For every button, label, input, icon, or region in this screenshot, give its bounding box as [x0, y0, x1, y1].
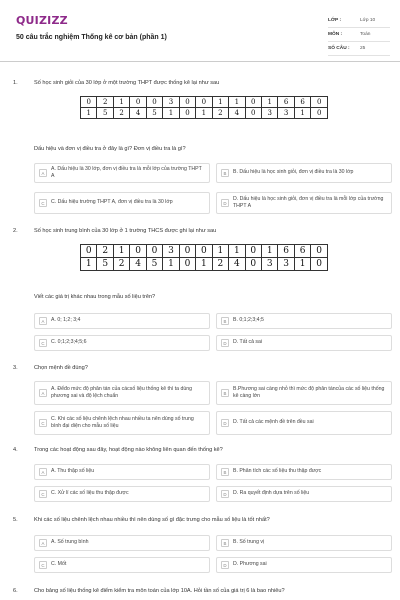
table-cell: 1 [261, 245, 277, 258]
question-text: Số học sinh giỏi của 30 lớp ở một trường THPT được thống kê lại như sau [34, 80, 220, 86]
table-cell: 1 [212, 97, 228, 108]
table-cell: 1 [81, 108, 97, 119]
quizizz-logo: QUIZIZZ [16, 14, 68, 27]
table-cell: 2 [212, 258, 228, 271]
option-letter: C [39, 199, 47, 207]
table-cell: 1 [261, 97, 277, 108]
table-cell: 3 [261, 108, 277, 119]
table-cell: 2 [113, 108, 129, 119]
option-letter: A [39, 468, 47, 476]
table-cell: 0 [245, 258, 261, 271]
table-cell: 0 [311, 245, 328, 258]
table-cell: 6 [278, 97, 294, 108]
table-cell: 1 [196, 108, 212, 119]
question-text: Khi các số liệu chênh lệch nhau nhiều thì nên dùng số gì đặc trưng cho mẫu số liệu là tốt nhất? [34, 517, 270, 523]
option-b[interactable]: B B. 0;1;2;3;4;5 [216, 313, 392, 329]
table-cell: 5 [97, 108, 113, 119]
worksheet-title: 50 câu trắc nghiệm Thống kê cơ bản (phần 1) [16, 34, 167, 41]
option-letter: A [39, 317, 47, 325]
table-cell: 5 [146, 258, 162, 271]
table-cell: 4 [130, 258, 146, 271]
option-letter: B [221, 317, 229, 325]
meta-row-count: SỐ CÂU : 25 [328, 42, 390, 56]
question-number: 6. [13, 588, 18, 594]
table-cell: 4 [130, 108, 146, 119]
question-number: 1. [13, 80, 18, 86]
option-c[interactable]: C C. Mốt [34, 557, 210, 573]
table-cell: 1 [163, 108, 179, 119]
question-text: Chọn mệnh đề đúng? [34, 365, 88, 371]
table-row [81, 258, 328, 271]
option-d[interactable]: D D. Dấu hiệu là học sinh giỏi, đơn vị điều tra là mỗi lớp của trường THPT A [216, 192, 392, 214]
table-cell: 1 [163, 258, 179, 271]
table-cell: 3 [278, 258, 294, 271]
option-letter: A [39, 539, 47, 547]
option-b[interactable]: B B.Phương sai càng nhỏ thì mức độ phân táncủa các số liệu thống kê càng lớn [216, 381, 392, 405]
option-letter: D [221, 490, 229, 498]
option-letter: B [221, 468, 229, 476]
table-cell: 0 [245, 108, 261, 119]
table-cell: 2 [113, 258, 129, 271]
table-cell: 3 [163, 245, 179, 258]
table-cell: 1 [81, 258, 97, 271]
meta-row-grade: LỚP : Lớp 10 [328, 14, 390, 28]
option-letter: C [39, 561, 47, 569]
table-cell: 0 [311, 108, 328, 119]
option-letter: A [39, 169, 47, 177]
table-cell: 1 [212, 245, 228, 258]
table-cell: 0 [196, 97, 212, 108]
table-cell: 2 [97, 97, 113, 108]
question-text: Cho bảng số liệu thống kê điểm kiểm tra môn toán của lớp 10A. Hỏi tần số của giá trị 6 là bao nhiêu? [34, 588, 285, 594]
question-number: 3. [13, 365, 18, 371]
table-cell: 1 [196, 258, 212, 271]
option-a[interactable]: A A. 0; 1;2; 3;4 [34, 313, 210, 329]
table-cell: 1 [113, 97, 129, 108]
option-letter: C [39, 339, 47, 347]
table-cell: 0 [311, 258, 328, 271]
option-b[interactable]: B B. Dấu hiệu là học sinh giỏi, đơn vị điều tra là 30 lớp [216, 163, 392, 183]
option-c[interactable]: C C. 0;1;2;3;4;5;6 [34, 335, 210, 351]
table-cell: 6 [294, 97, 310, 108]
question-text: Số học sinh trung bình của 30 lớp ở 1 trường THCS được ghi lại như sau [34, 228, 217, 234]
table-cell: 5 [146, 108, 162, 119]
question-number: 2. [13, 228, 18, 234]
option-letter: A [39, 389, 47, 397]
table-cell: 3 [261, 258, 277, 271]
option-letter: C [39, 419, 47, 427]
option-c[interactable]: C C. Khi các số liệu chênh lệch nhau nhiều ta nên dùng số trung bình đại diện cho mẫu số liệu [34, 411, 210, 435]
option-letter: D [221, 561, 229, 569]
option-b[interactable]: B B. Số trung vị [216, 535, 392, 551]
table-cell: 3 [163, 97, 179, 108]
table-cell: 0 [179, 245, 195, 258]
table-cell: 4 [229, 258, 245, 271]
table-cell: 0 [245, 97, 261, 108]
option-d[interactable]: D D. Ra quyết định dựa trên số liệu [216, 486, 392, 502]
table-cell: 0 [81, 97, 97, 108]
table-cell: 1 [294, 258, 310, 271]
table-cell: 0 [146, 245, 162, 258]
table-row [81, 108, 328, 119]
question-number: 5. [13, 517, 18, 523]
option-c[interactable]: C C. Xử lí các số liệu thu thập được [34, 486, 210, 502]
option-d[interactable]: D D. Phương sai [216, 557, 392, 573]
table-cell: 2 [212, 108, 228, 119]
option-a[interactable]: A A. Dấu hiệu là 30 lớp, đơn vị điều tra là mỗi lớp của trường THPT A [34, 163, 210, 183]
option-d[interactable]: D D. Tất cả sai [216, 335, 392, 351]
option-a[interactable]: A A. Đểđo mức độ phân tán của cácsố liệu thống kê thì ta dùng phương sai và độ lệch chuẩn [34, 381, 210, 405]
option-c[interactable]: C C. Dấu hiệu trường THPT A, đơn vị điều tra là 30 lớp [34, 192, 210, 214]
table-cell: 6 [278, 245, 294, 258]
table-cell: 1 [229, 245, 245, 258]
table-cell: 2 [97, 245, 113, 258]
question-subtext: Viết các giá trị khác nhau trong mẫu số liệu trên? [34, 294, 156, 300]
option-letter: D [221, 419, 229, 427]
worksheet-header [0, 0, 400, 62]
table-cell: 6 [294, 245, 310, 258]
option-d[interactable]: D D. Tất cả các mệnh đề trên đều sai [216, 411, 392, 435]
table-cell: 0 [311, 97, 328, 108]
option-a[interactable]: A A. Thu thập số liệu [34, 464, 210, 480]
table-cell: 3 [278, 108, 294, 119]
option-letter: B [221, 539, 229, 547]
table-cell: 0 [81, 245, 97, 258]
table-cell: 5 [97, 258, 113, 271]
option-letter: D [221, 199, 229, 207]
table-cell: 0 [179, 108, 195, 119]
option-a[interactable]: A A. Số trung bình [34, 535, 210, 551]
table-row [81, 245, 328, 258]
worksheet-meta [328, 14, 390, 56]
table-cell: 1 [113, 245, 129, 258]
table-cell: 4 [229, 108, 245, 119]
data-table [80, 96, 328, 119]
option-letter: B [221, 169, 229, 177]
table-cell: 0 [146, 97, 162, 108]
question-subtext: Dấu hiệu và đơn vị điều tra ở đây là gì? Đơn vị điều tra là gì? [34, 146, 186, 152]
table-row [81, 97, 328, 108]
table-cell: 1 [229, 97, 245, 108]
table-cell: 0 [130, 97, 146, 108]
table-cell: 0 [179, 258, 195, 271]
table-cell: 1 [294, 108, 310, 119]
table-cell: 0 [179, 97, 195, 108]
table-cell: 0 [196, 245, 212, 258]
option-letter: D [221, 339, 229, 347]
question-text: Trong các hoạt động sau đây, hoạt động nào không liên quan đến thống kê? [34, 447, 223, 453]
option-letter: C [39, 490, 47, 498]
option-b[interactable]: B B. Phân tích các số liệu thu thập được [216, 464, 392, 480]
option-letter: B [221, 389, 229, 397]
data-table [80, 244, 328, 271]
table-cell: 0 [245, 245, 261, 258]
question-number: 4. [13, 447, 18, 453]
table-cell: 0 [130, 245, 146, 258]
meta-row-subject: MÔN : Toán [328, 28, 390, 42]
